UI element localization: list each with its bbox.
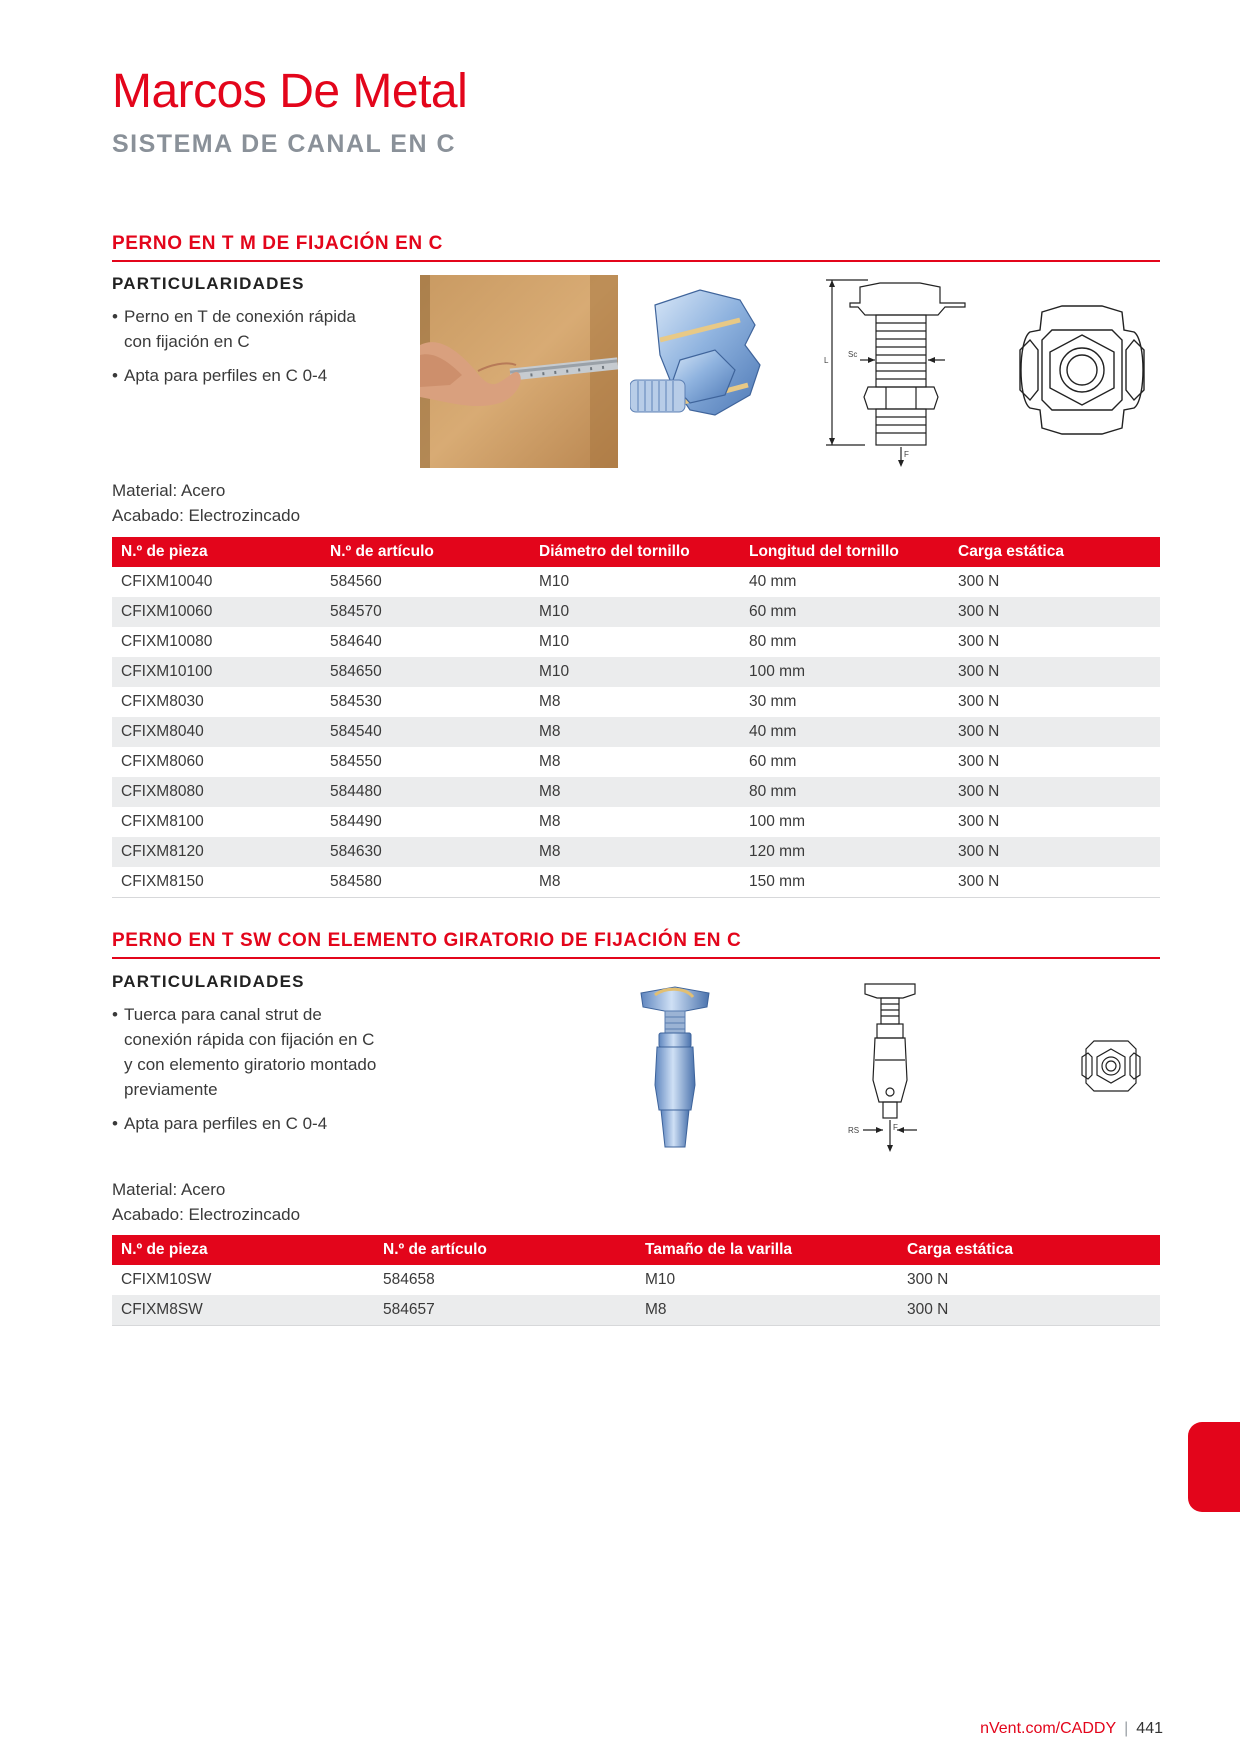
table-cell: M8 <box>530 867 740 897</box>
section-1-heading: PERNO EN T M DE FIJACIÓN EN C <box>112 233 1160 262</box>
table-cell: M8 <box>530 717 740 747</box>
table-row <box>112 717 1160 747</box>
table-cell: M10 <box>530 597 740 627</box>
footer-url[interactable]: nVent.com/CADDY <box>980 1720 1117 1737</box>
table-cell: 60 mm <box>740 597 949 627</box>
section-1-spec-table <box>112 537 1160 898</box>
column-header: N.º de artículo <box>321 537 530 567</box>
section-2-heading: PERNO EN T SW CON ELEMENTO GIRATORIO DE FIJACIÓN EN C <box>112 930 1160 959</box>
table-cell: M8 <box>539 753 561 770</box>
product-installation-photo <box>420 275 618 468</box>
table-cell: M8 <box>636 1295 898 1325</box>
table-cell: 584650 <box>321 657 530 687</box>
feature-item: • Perno en T de conexión rápida con fijación en C <box>112 304 362 354</box>
table-cell: CFIXM10080 <box>121 633 213 650</box>
table-cell: 300 N <box>958 753 1000 770</box>
table-cell: 100 mm <box>749 813 805 830</box>
table-row <box>112 837 1160 867</box>
section-2-features-heading: PARTICULARIDADES <box>112 972 305 991</box>
table-cell: M8 <box>539 813 561 830</box>
table-cell: 584540 <box>321 717 530 747</box>
diagram-label-length: L <box>824 356 829 365</box>
section-2-features-list <box>112 1002 377 1145</box>
section-1-features-list <box>112 304 362 397</box>
table-cell: 80 mm <box>740 777 949 807</box>
table-row <box>112 567 1160 597</box>
table-row <box>112 627 1160 657</box>
table-cell: 30 mm <box>749 693 797 710</box>
table-cell: CFIXM10SW <box>121 1271 212 1288</box>
swivel-bolt-side-drawing <box>845 980 935 1155</box>
table-cell: 300 N <box>958 633 1000 650</box>
table-cell: CFIXM10060 <box>112 597 321 627</box>
table-cell: CFIXM8150 <box>112 867 321 897</box>
feature-item: • Tuerca para canal strut de conexión rápida con fijación en C y con elemento giratorio montado previamente <box>112 1002 377 1102</box>
table-cell: M10 <box>539 633 570 650</box>
table-cell: 584550 <box>330 753 382 770</box>
table-cell: M8 <box>539 693 561 710</box>
table-cell: 584570 <box>321 597 530 627</box>
table-cell: 300 N <box>949 597 1160 627</box>
table-cell: M8 <box>530 837 740 867</box>
footer-separator: | <box>1124 1720 1129 1737</box>
section-2-material-block <box>112 1177 300 1227</box>
table-cell: CFIXM8060 <box>121 753 204 770</box>
material-text: Material: Acero <box>112 1180 226 1199</box>
table-cell: M10 <box>539 573 570 590</box>
swivel-bolt-product-image <box>635 985 715 1150</box>
diagram-label-force: F <box>904 450 909 459</box>
table-cell: M10 <box>645 1271 676 1288</box>
table-row <box>112 687 1160 717</box>
table-cell: 150 mm <box>740 867 949 897</box>
chapter-tab <box>1188 1422 1240 1512</box>
finish-text: Acabado: Electrozincado <box>112 506 301 525</box>
table-cell: 300 N <box>958 813 1000 830</box>
table-cell: 60 mm <box>749 753 797 770</box>
t-bolt-top-drawing <box>1012 300 1152 440</box>
page-subtitle: SISTEMA DE CANAL EN C <box>112 130 457 158</box>
table-cell: 300 N <box>949 777 1160 807</box>
table-cell: 300 N <box>898 1295 1160 1325</box>
section-1-features-heading: PARTICULARIDADES <box>112 274 305 293</box>
table-cell: 584580 <box>321 867 530 897</box>
table-cell: 300 N <box>949 837 1160 867</box>
table-cell: 100 mm <box>740 657 949 687</box>
table-cell: 40 mm <box>740 717 949 747</box>
feature-item: • Apta para perfiles en C 0-4 <box>112 1111 377 1136</box>
table-cell: 584490 <box>330 813 382 830</box>
table-cell: 300 N <box>958 573 1000 590</box>
table-header-row <box>112 537 1160 567</box>
table-cell: CFIXM10040 <box>121 573 213 590</box>
table-cell: 120 mm <box>740 837 949 867</box>
table-cell: 584658 <box>383 1271 435 1288</box>
table-row <box>112 1295 1160 1325</box>
diagram-label-force: F <box>893 1123 898 1132</box>
column-header: Carga estática <box>949 537 1160 567</box>
column-header: N.º de pieza <box>112 537 321 567</box>
table-row <box>112 657 1160 687</box>
footer <box>980 1720 1163 1738</box>
page-title: Marcos De Metal <box>112 65 468 118</box>
column-header: Carga estática <box>898 1235 1160 1265</box>
section-1-material-block <box>112 478 300 528</box>
table-row <box>112 777 1160 807</box>
table-cell: CFIXM10100 <box>112 657 321 687</box>
table-cell: 584640 <box>330 633 382 650</box>
feature-item: • Apta para perfiles en C 0-4 <box>112 363 362 388</box>
t-bolt-side-drawing <box>820 275 970 470</box>
table-cell: CFIXM8120 <box>112 837 321 867</box>
finish-text: Acabado: Electrozincado <box>112 1205 301 1224</box>
table-row <box>112 867 1160 897</box>
table-cell: 584480 <box>321 777 530 807</box>
section-2-spec-table <box>112 1235 1160 1326</box>
swivel-bolt-top-drawing <box>1080 1035 1142 1097</box>
table-cell: CFIXM8SW <box>112 1295 374 1325</box>
table-cell: 584630 <box>321 837 530 867</box>
column-header: N.º de pieza <box>112 1235 374 1265</box>
table-cell: M10 <box>530 657 740 687</box>
table-cell: 584530 <box>330 693 382 710</box>
table-cell: 80 mm <box>749 633 797 650</box>
column-header: Diámetro del tornillo <box>530 537 740 567</box>
diagram-label-rs: RS <box>848 1126 860 1135</box>
material-text: Material: Acero <box>112 481 226 500</box>
column-header: Tamaño de la varilla <box>636 1235 898 1265</box>
table-header-row <box>112 1235 1160 1265</box>
table-cell: 584657 <box>374 1295 636 1325</box>
table-row <box>112 747 1160 777</box>
table-cell: 300 N <box>958 693 1000 710</box>
table-cell: 300 N <box>949 657 1160 687</box>
table-cell: CFIXM8080 <box>112 777 321 807</box>
diagram-label-sc: Sc <box>848 350 858 359</box>
table-cell: M8 <box>530 777 740 807</box>
column-header: Longitud del tornillo <box>740 537 949 567</box>
table-cell: 584560 <box>330 573 382 590</box>
table-cell: 300 N <box>907 1271 949 1288</box>
column-header: N.º de artículo <box>374 1235 636 1265</box>
table-cell: CFIXM8030 <box>121 693 204 710</box>
t-bolt-product-image <box>630 285 790 460</box>
table-cell: 300 N <box>949 867 1160 897</box>
table-row <box>112 807 1160 837</box>
table-row <box>112 597 1160 627</box>
table-row <box>112 1265 1160 1295</box>
table-cell: CFIXM8100 <box>121 813 204 830</box>
table-cell: 40 mm <box>749 573 797 590</box>
table-cell: CFIXM8040 <box>112 717 321 747</box>
table-cell: 300 N <box>949 717 1160 747</box>
page-number: 441 <box>1136 1720 1163 1737</box>
